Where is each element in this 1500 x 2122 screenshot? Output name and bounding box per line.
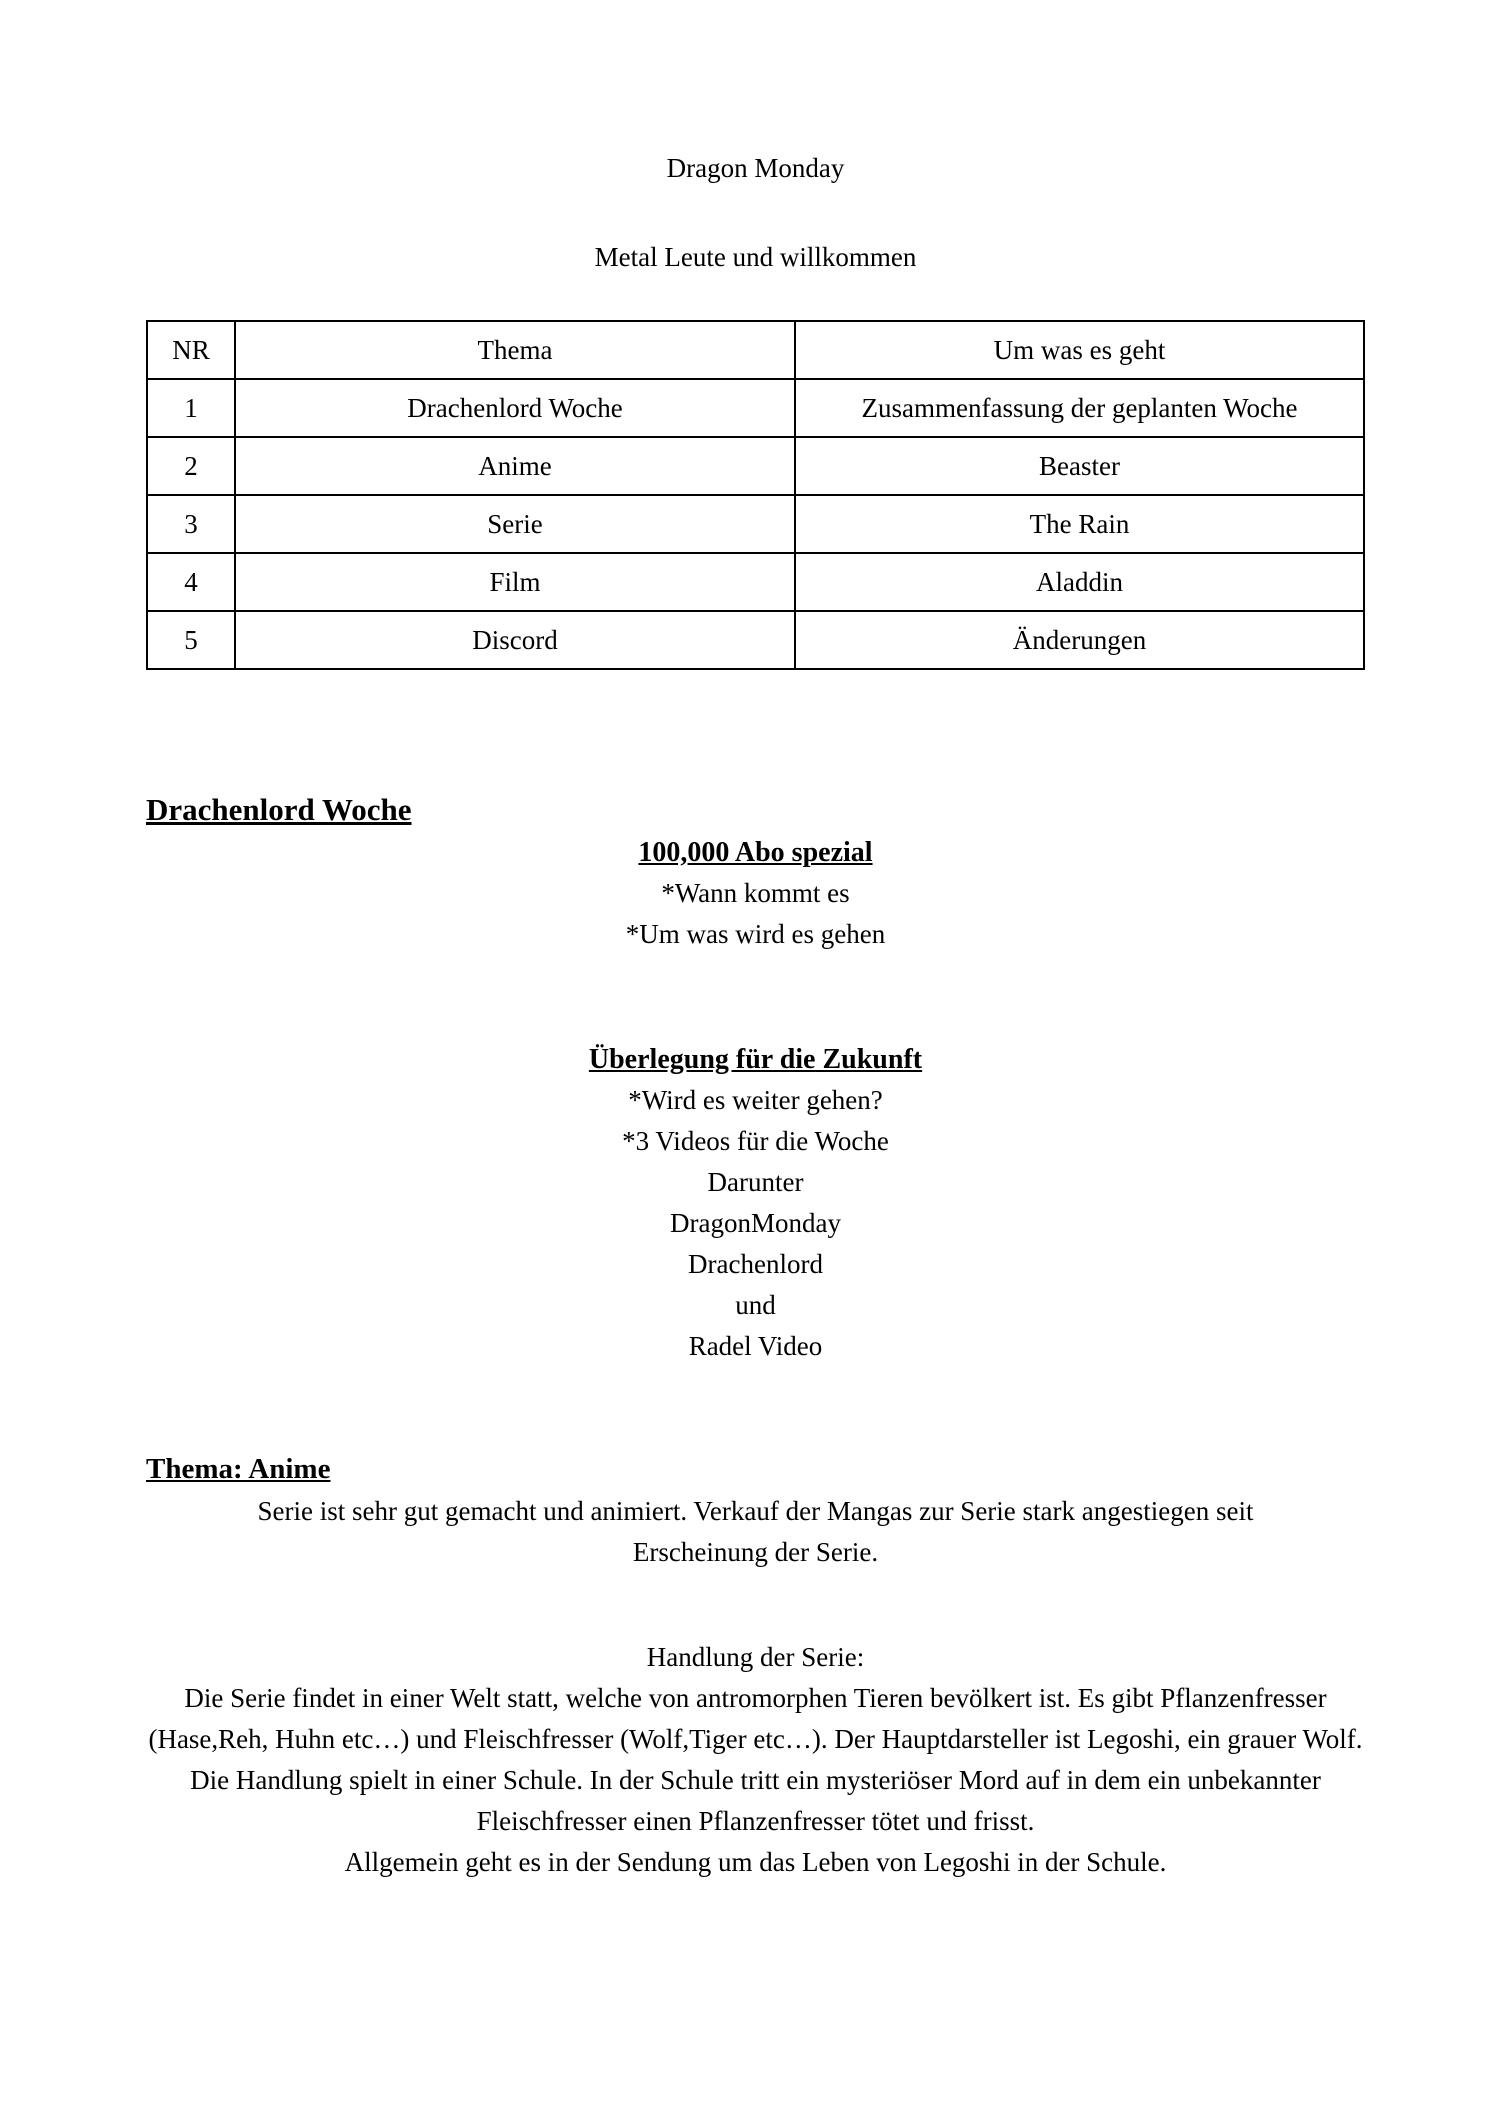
document-subtitle: Metal Leute und willkommen: [594, 242, 917, 273]
cell-description: Zusammenfassung der geplanten Woche: [795, 379, 1364, 437]
table-header-row: [147, 321, 1364, 379]
cell-nr: 1: [147, 379, 235, 437]
cell-thema: Discord: [235, 611, 795, 669]
cell-nr: 5: [147, 611, 235, 669]
handlung-paragraph: Die Serie findet in einer Welt statt, welche von antromorphen Tieren bevölkert ist. Es gibt Pflanzenfresser (Hase,Reh, Huhn etc…) und Fleischfresser (Wolf,Tiger etc…). Der Hauptdarsteller ist Legoshi, ein grauer Wolf. Die Handlung spielt in einer Schule. In der Schule tritt ein mysteriöser Mord auf in dem ein unbekannter Fleischfresser einen Pflanzenfresser tötet und frisst.: [148, 1683, 1363, 1837]
zukunft-line: DragonMonday: [670, 1208, 841, 1239]
cell-thema: Anime: [235, 437, 795, 495]
cell-thema: Serie: [235, 495, 795, 553]
document-title: Dragon Monday: [666, 153, 845, 183]
subheading-zukunft: Überlegung für die Zukunft: [588, 1044, 923, 1076]
section-heading-drachenlord-woche: Drachenlord Woche: [146, 792, 412, 828]
column-header-thema: Thema: [235, 321, 795, 379]
handlung-title: Handlung der Serie:: [646, 1642, 865, 1673]
table-row: [147, 495, 1364, 553]
cell-thema: Drachenlord Woche: [235, 379, 795, 437]
zukunft-line: Darunter: [707, 1167, 804, 1198]
column-header-description: Um was es geht: [795, 321, 1364, 379]
topics-table: [146, 320, 1365, 670]
section-heading-thema-anime: Thema: Anime: [146, 1453, 331, 1486]
abo-spezial-line: *Um was wird es gehen: [625, 919, 886, 950]
zukunft-line: Radel Video: [688, 1331, 823, 1362]
column-header-nr: NR: [147, 321, 235, 379]
handlung-closing-line: Allgemein geht es in der Sendung um das Leben von Legoshi in der Schule.: [344, 1847, 1167, 1878]
cell-thema: Film: [235, 553, 795, 611]
table-row: [147, 437, 1364, 495]
subheading-abo-spezial: 100,000 Abo spezial: [638, 837, 873, 869]
anime-intro-paragraph: Serie ist sehr gut gemacht und animiert. Verkauf der Mangas zur Serie stark angestiegen seit Erscheinung der Serie.: [257, 1496, 1254, 1568]
cell-description: The Rain: [795, 495, 1364, 553]
abo-spezial-line: *Wann kommt es: [661, 878, 850, 909]
cell-description: Beaster: [795, 437, 1364, 495]
cell-description: Aladdin: [795, 553, 1364, 611]
table-row: [147, 553, 1364, 611]
zukunft-line: und: [735, 1290, 776, 1321]
cell-nr: 3: [147, 495, 235, 553]
zukunft-line: Drachenlord: [688, 1249, 823, 1280]
table-row: [147, 379, 1364, 437]
cell-nr: 4: [147, 553, 235, 611]
cell-description: Änderungen: [795, 611, 1364, 669]
cell-nr: 2: [147, 437, 235, 495]
zukunft-line: *3 Videos für die Woche: [622, 1126, 889, 1157]
zukunft-line: *Wird es weiter gehen?: [628, 1085, 883, 1116]
table-row: [147, 611, 1364, 669]
